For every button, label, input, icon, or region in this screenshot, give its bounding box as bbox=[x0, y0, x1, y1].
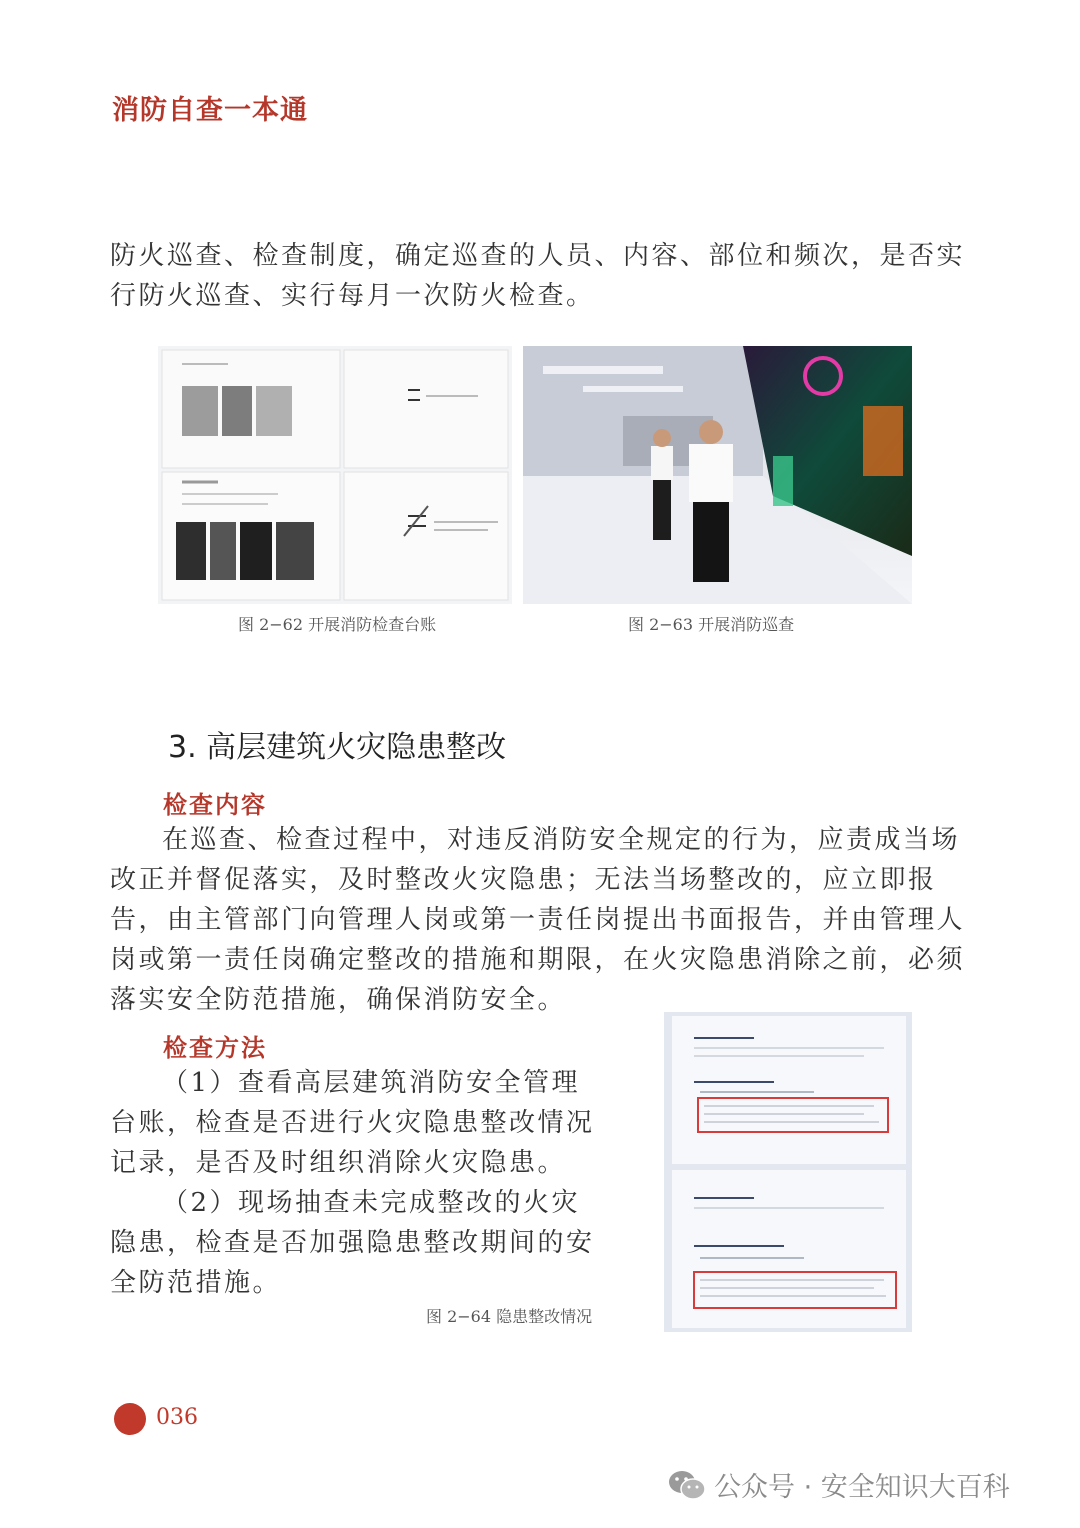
inspection-content-body: 在巡查、检查过程中，对违反消防安全规定的行为，应责成当场改正并督促落实，及时整改火灾隐患；无法当场整改的，应立即报告，由主管部门向管理人岗或第一责任岗提出书面报告，并由管理人岗或第一责任岗确定整改的措施和期限，在火灾隐患消除之前，必须落实安全防范措施，确保消防安全。 bbox=[110, 825, 966, 1015]
figure-64-caption: 图 2−64 隐患整改情况 bbox=[426, 1307, 593, 1326]
figure-inspection-ledger bbox=[158, 346, 512, 604]
figure-hazard-rectification bbox=[664, 1012, 912, 1332]
intro-paragraph: 防火巡查、检查制度，确定巡查的人员、内容、部位和频次，是否实行防火巡查、实行每月一次防火检查。 bbox=[110, 241, 966, 311]
watermark bbox=[668, 1465, 1010, 1504]
figure-62-caption: 图 2−62 开展消防检查台账 bbox=[238, 615, 437, 634]
figure-63-caption: 图 2−63 开展消防巡查 bbox=[628, 615, 795, 634]
ledger-photo bbox=[158, 346, 512, 604]
inspection-content-block bbox=[110, 820, 974, 1020]
brand-title: 消防自查一本通 bbox=[112, 95, 308, 126]
page-number-dot bbox=[114, 1403, 146, 1435]
inspection-method-block bbox=[110, 1063, 600, 1303]
book-brand bbox=[112, 88, 308, 127]
rectification-document-photo bbox=[664, 1012, 912, 1332]
intro-paragraph-block bbox=[110, 236, 974, 316]
watermark-text: 公众号 · 安全知识大百科 bbox=[714, 1472, 1010, 1503]
inspection-content-title: 检查内容 bbox=[163, 791, 267, 819]
page-number: 036 bbox=[156, 1405, 198, 1430]
figure-fire-patrol bbox=[523, 346, 912, 604]
inspection-method-1: （1）查看高层建筑消防安全管理台账，检查是否进行火灾隐患整改情况记录，是否及时组织消除火灾隐患。 bbox=[110, 1068, 595, 1178]
patrol-photo bbox=[523, 346, 912, 604]
inspection-method-title: 检查方法 bbox=[163, 1034, 267, 1062]
inspection-method-2: （2）现场抽查未完成整改的火灾隐患，检查是否加强隐患整改期间的安全防范措施。 bbox=[110, 1188, 595, 1298]
wechat-icon bbox=[668, 1469, 706, 1501]
section-heading: 3. 高层建筑火灾隐患整改 bbox=[168, 730, 507, 765]
